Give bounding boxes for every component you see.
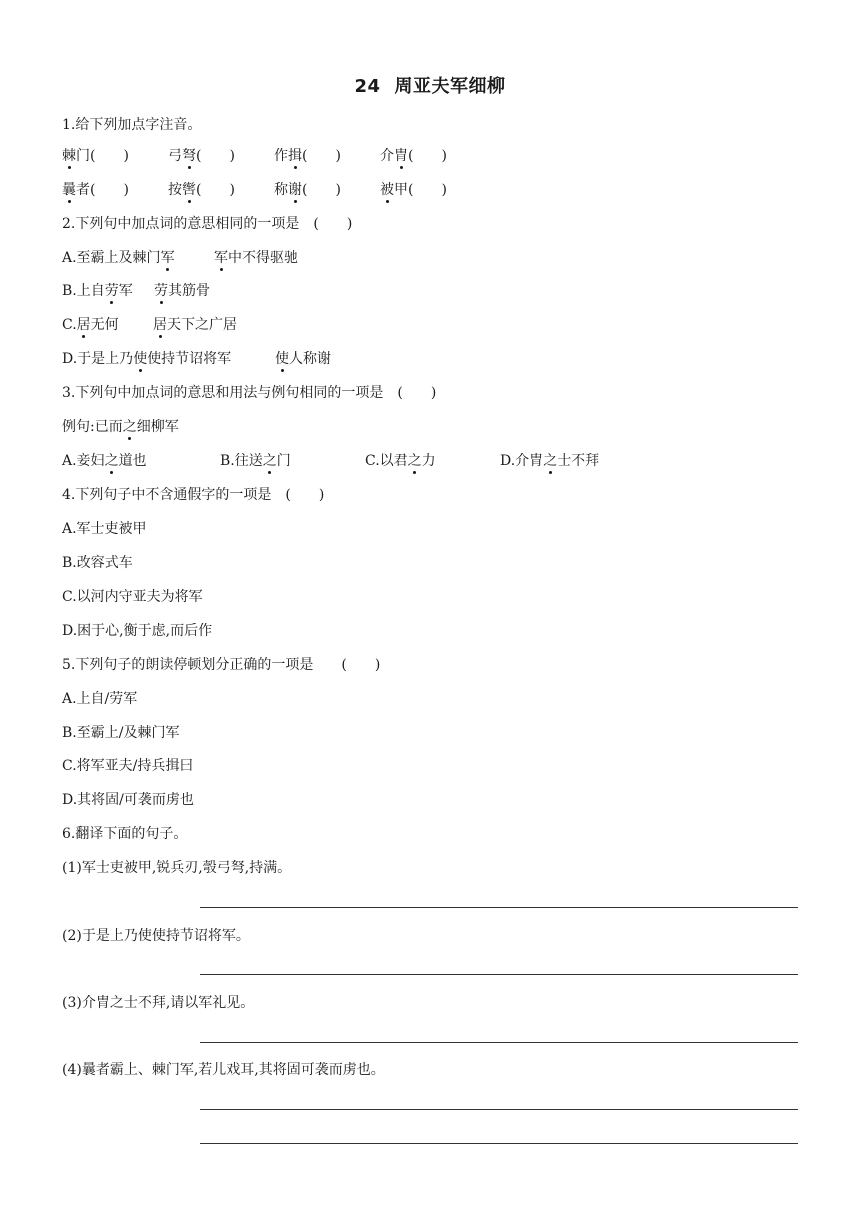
q1-item: 介胄( ) bbox=[380, 148, 447, 164]
answer-line[interactable] bbox=[200, 1143, 798, 1144]
q4-option-c: C.以河内守亚夫为将军 bbox=[62, 589, 203, 605]
q5-option-c: C.将军亚夫/持兵揖曰 bbox=[62, 758, 194, 774]
q2-option-d-compare: 使人称谢 bbox=[275, 351, 331, 367]
q3-option-a: A.妾妇之道也 bbox=[62, 453, 147, 469]
q6-stem: 6.翻译下面的句子。 bbox=[62, 826, 188, 842]
q4-stem: 4.下列句子中不含通假字的一项是 ( ) bbox=[62, 487, 325, 503]
q3-option-d: D.介胄之士不拜 bbox=[500, 453, 600, 469]
q2-option-c-compare: 居天下之广居 bbox=[153, 317, 237, 333]
q2-option-b: B.上自劳军 bbox=[62, 283, 133, 299]
lesson-title: 周亚夫军细柳 bbox=[394, 76, 506, 97]
q1-item: 被甲( ) bbox=[380, 182, 447, 198]
lesson-number: 24 bbox=[354, 76, 381, 97]
q3-option-c: C.以君之力 bbox=[365, 453, 436, 469]
q6-item-1: (1)军士吏被甲,锐兵刃,彀弓弩,持满。 bbox=[62, 860, 292, 876]
q5-stem: 5.下列句子的朗读停顿划分正确的一项是 ( ) bbox=[62, 657, 381, 673]
q1-stem: 1.给下列加点字注音。 bbox=[62, 117, 202, 133]
q1-item: 按辔( ) bbox=[168, 182, 235, 198]
q6-item-3: (3)介胄之士不拜,请以军礼见。 bbox=[62, 995, 255, 1011]
q5-option-d: D.其将固/可袭而虏也 bbox=[62, 792, 194, 808]
q1-item: 曩者( ) bbox=[62, 182, 129, 198]
q2-option-c: C.居无何 bbox=[62, 317, 119, 333]
q2-option-d: D.于是上乃使使持节诏将军 bbox=[62, 351, 232, 367]
q4-option-a: A.军士吏被甲 bbox=[62, 521, 147, 537]
answer-line[interactable] bbox=[200, 907, 798, 908]
q3-example: 例句:已而之细柳军 bbox=[62, 419, 179, 435]
q5-option-b: B.至霸上/及棘门军 bbox=[62, 725, 180, 741]
answer-line[interactable] bbox=[200, 974, 798, 975]
q2-option-a: A.至霸上及棘门军 bbox=[62, 250, 175, 266]
q2-option-b-compare: 劳其筋骨 bbox=[154, 283, 210, 299]
q6-item-4: (4)曩者霸上、棘门军,若儿戏耳,其将固可袭而虏也。 bbox=[62, 1062, 385, 1078]
q3-stem: 3.下列句中加点词的意思和用法与例句相同的一项是 ( ) bbox=[62, 385, 437, 401]
q4-option-b: B.改容式车 bbox=[62, 555, 133, 571]
q1-item: 棘门( ) bbox=[62, 148, 129, 164]
q2-option-a-compare: 军中不得驱驰 bbox=[214, 250, 298, 266]
q4-option-d: D.困于心,衡于虑,而后作 bbox=[62, 623, 213, 639]
q2-stem: 2.下列句中加点词的意思相同的一项是 ( ) bbox=[62, 216, 353, 232]
answer-line[interactable] bbox=[200, 1109, 798, 1110]
q1-item: 称谢( ) bbox=[274, 182, 341, 198]
q1-item: 弓弩( ) bbox=[168, 148, 235, 164]
page-title bbox=[0, 72, 860, 98]
q3-option-b: B.往送之门 bbox=[220, 453, 291, 469]
answer-line[interactable] bbox=[200, 1042, 798, 1043]
q5-option-a: A.上自/劳军 bbox=[62, 691, 138, 707]
q6-item-2: (2)于是上乃使使持节诏将军。 bbox=[62, 928, 250, 944]
q1-item: 作揖( ) bbox=[274, 148, 341, 164]
